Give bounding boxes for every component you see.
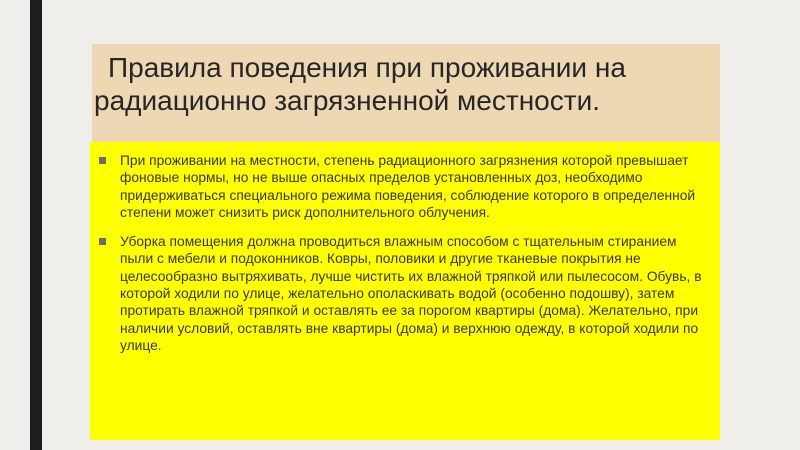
left-accent-bar bbox=[30, 0, 42, 450]
bullet-list bbox=[96, 152, 708, 366]
slide-title: Правила поведения при проживании на радиационно загрязненной местности. bbox=[94, 52, 626, 116]
square-bullet-icon bbox=[99, 238, 106, 245]
square-bullet-icon bbox=[99, 157, 106, 164]
bullet-text: Уборка помещения должна проводиться влажным способом с тщательным стиранием пыли с мебели и подоконников. Ковры, половики и другие тканевые покрытия не целесообразно вытряхивать, лучше чистить их влажной тряпкой или пылесосом. Обувь, в которой ходили по улице, желательно ополаскивать водой (особенно подошву), затем протирать влажной тряпкой и оставлять ее за порогом квартиры (дома). Желательно, при наличии условий, оставлять вне квартиры (дома) и верхнюю одежду, в которой ходили по улице. bbox=[120, 234, 702, 353]
bullet-text: При проживании на местности, степень радиационного загрязнения которой превышает фоновые нормы, но не выше опасных пределов установленных доз, необходимо придерживаться специального режима поведения, соблюдение которого в определенной степени может снизить риск дополнительного облучения. bbox=[120, 153, 696, 220]
bullet-item bbox=[96, 233, 708, 354]
bullet-item bbox=[96, 152, 708, 221]
